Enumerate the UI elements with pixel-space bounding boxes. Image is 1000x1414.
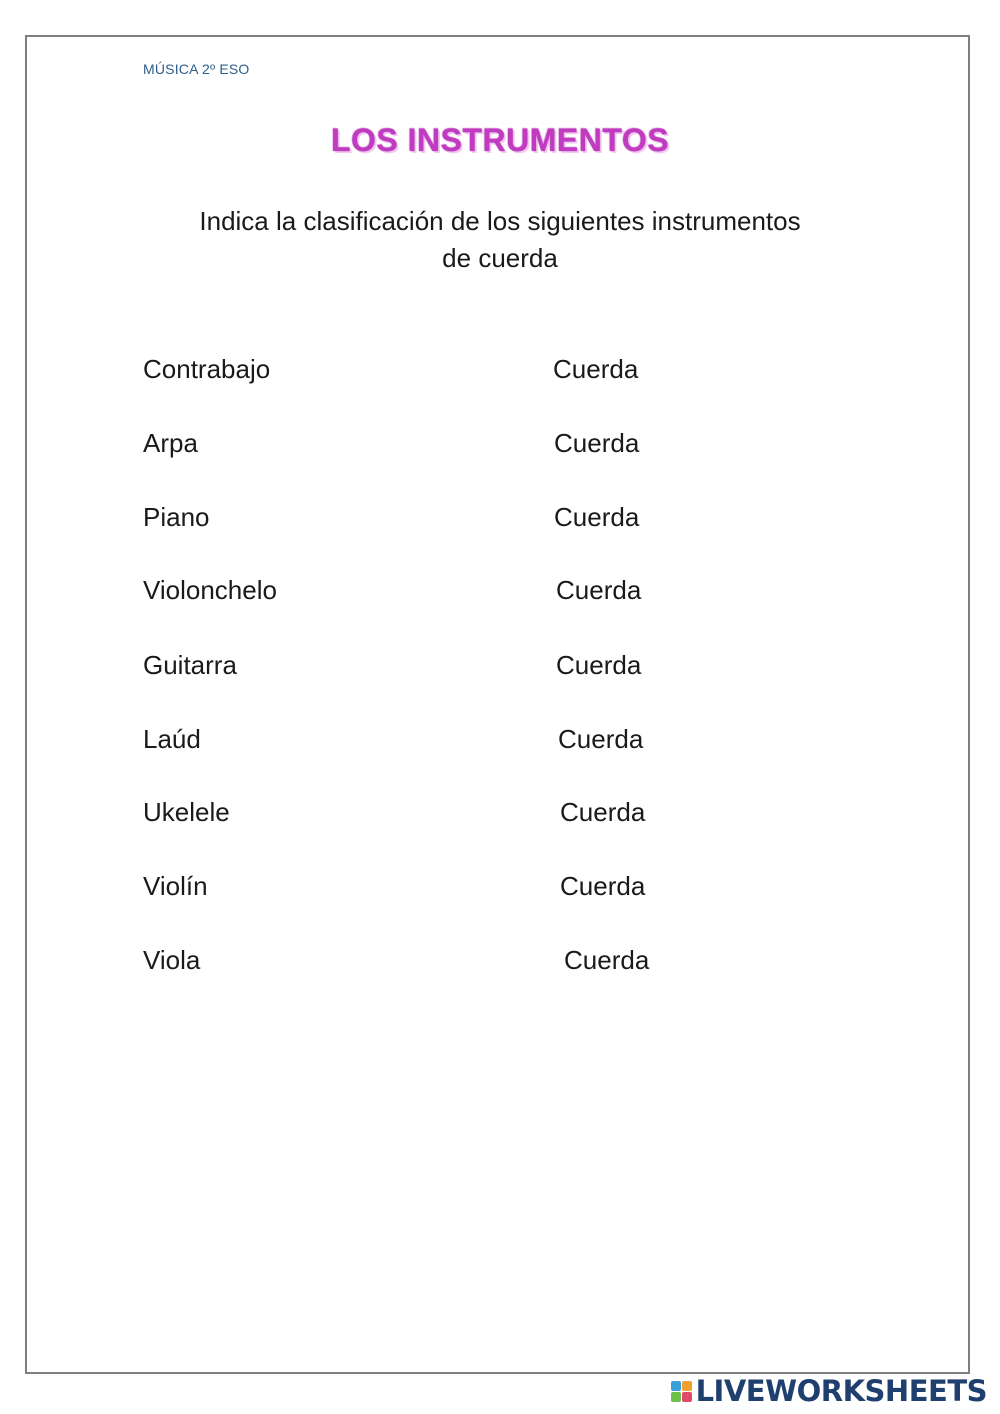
page-title: LOS INSTRUMENTOS — [330, 122, 670, 158]
instrument-name: Ukelele — [143, 797, 230, 827]
instruction-line-2: de cuerda — [442, 243, 558, 273]
instrument-classification[interactable]: Cuerda — [558, 724, 644, 754]
logo-text: LIVEWORKSHEETS — [695, 1374, 987, 1408]
liveworksheets-logo — [671, 1374, 987, 1408]
instrument-classification[interactable]: Cuerda — [564, 945, 650, 975]
instrument-classification[interactable]: Cuerda — [556, 650, 642, 680]
instrument-name: Guitarra — [143, 650, 237, 680]
instruction-line-1: Indica la clasificación de los siguientes instrumentos — [199, 206, 801, 236]
instrument-name: Contrabajo — [143, 354, 271, 384]
instrument-classification[interactable]: Cuerda — [554, 428, 640, 458]
liveworksheets-logo-icon — [671, 1381, 692, 1402]
instrument-classification[interactable]: Cuerda — [553, 354, 639, 384]
instrument-name: Viola — [143, 945, 201, 975]
instrument-name: Piano — [143, 502, 210, 532]
instruction-text — [140, 203, 860, 277]
instrument-classification[interactable]: Cuerda — [560, 797, 646, 827]
instrument-classification[interactable]: Cuerda — [560, 871, 646, 901]
instrument-name: Violín — [143, 871, 208, 901]
instrument-name: Violonchelo — [143, 575, 277, 605]
instrument-name: Arpa — [143, 428, 198, 458]
header-label: MÚSICA 2º ESO — [143, 61, 250, 77]
instrument-classification[interactable]: Cuerda — [554, 502, 640, 532]
instrument-name: Laúd — [143, 724, 201, 754]
instrument-classification[interactable]: Cuerda — [556, 575, 642, 605]
